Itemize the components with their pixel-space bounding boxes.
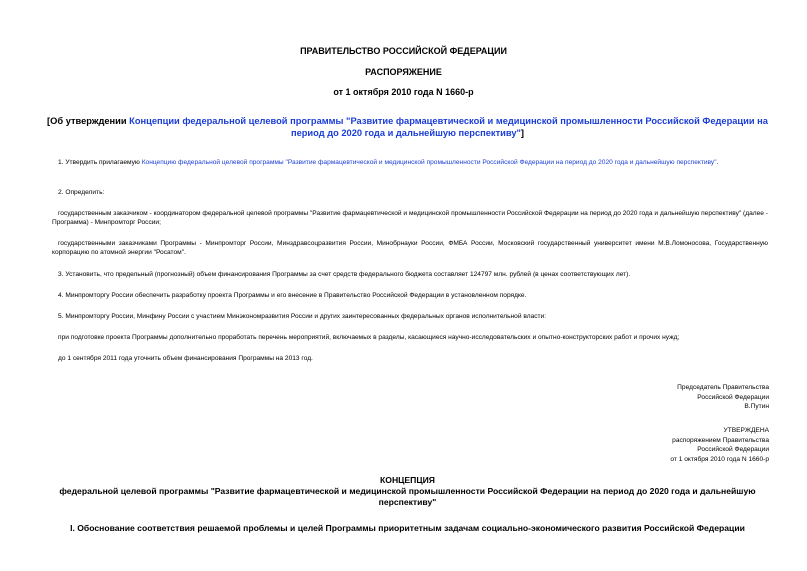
paragraph-5: 5. Минпромторгу России, Минфину России с участием Минэкономразвития России и других заинтересованных федеральных органов исполнительной власти: [58, 313, 547, 320]
approval-block [529, 426, 769, 464]
paragraph-2: 2. Определить: [58, 189, 105, 196]
p1-prefix: 1. Утвердить прилагаемую [58, 159, 142, 166]
approval-line-2: распоряжением Правительства [672, 436, 769, 444]
doc-date-number: от 1 октября 2010 года N 1660-р [333, 87, 474, 97]
section-1-heading: I. Обоснование соответствия решаемой проблемы и целей Программы приоритетным задачам социально-экономического развития Российской Федерации [70, 523, 745, 533]
approval-line-3: Российской Федерации [697, 446, 769, 453]
concept-heading: КОНЦЕПЦИЯ [380, 475, 435, 485]
p1-suffix: . [716, 159, 719, 166]
document-title [40, 115, 775, 139]
signature-block [529, 383, 769, 412]
paragraph-2a: государственным заказчиком - координатором федеральной целевой программы "Развитие фармацевтической и медицинской промышленности Российской Федерации на период до 2020 года и дальнейшую перспективу" (далее - Программа) - Минпромторг России; [52, 210, 768, 226]
doc-type-heading: РАСПОРЯЖЕНИЕ [365, 67, 442, 77]
title-prefix: [Об утверждении [47, 116, 130, 126]
approval-line-1: УТВЕРЖДЕНА [723, 427, 769, 434]
paragraph-5a: при подготовке проекта Программы дополнительно проработать перечень мероприятий, включаемых в разделы, касающиеся научно-исследовательских и опытно-конструкторских работ и прочих нужд; [58, 334, 680, 341]
paragraph-5b: до 1 сентября 2011 года уточнить объем финансирования Программы на 2013 год. [58, 355, 313, 362]
government-heading: ПРАВИТЕЛЬСТВО РОССИЙСКОЙ ФЕДЕРАЦИИ [300, 46, 507, 56]
title-suffix: ] [520, 128, 525, 138]
signature-line-1: Председатель Правительства [677, 384, 769, 391]
signature-name: В.Путин [744, 403, 769, 410]
paragraph-2b: государственными заказчиками Программы - Минпромторг России, Минздравсоцразвития России, Минобрнауки России, ФМБА России, Московский государственный университет имени М.В.Ломоносова, Государственную корпорацию по атомной энергии "Росатом". [52, 240, 768, 256]
concept-subtitle: федеральной целевой программы "Развитие фармацевтической и медицинской промышленности Российской Федерации на период до 2020 года и дальнейшую перспективу" [59, 486, 756, 507]
paragraph-4: 4. Минпромторгу России обеспечить разработку проекта Программы и его внесение в Правительство Российской Федерации в установленном порядке. [58, 292, 527, 299]
concept-title-link[interactable]: Концепции федеральной целевой программы "Развитие фармацевтической и медицинской промышленности Российской Федерации на период до 2020 года и дальнейшую перспективу" [129, 116, 768, 138]
paragraph-3: 3. Установить, что предельный (прогнозный) объем финансирования Программы за счет средств федерального бюджета составляет 124797 млн. рублей (в ценах соответствующих лет). [58, 271, 631, 278]
approval-line-4: от 1 октября 2010 года N 1660-р [670, 455, 769, 463]
signature-line-2: Российской Федерации [697, 393, 769, 401]
paragraph-1 [52, 158, 768, 167]
concept-link[interactable]: Концепцию федеральной целевой программы "Развитие фармацевтической и медицинской промышленности Российской Федерации на период до 2020 года и дальнейшую перспективу" [141, 159, 717, 166]
